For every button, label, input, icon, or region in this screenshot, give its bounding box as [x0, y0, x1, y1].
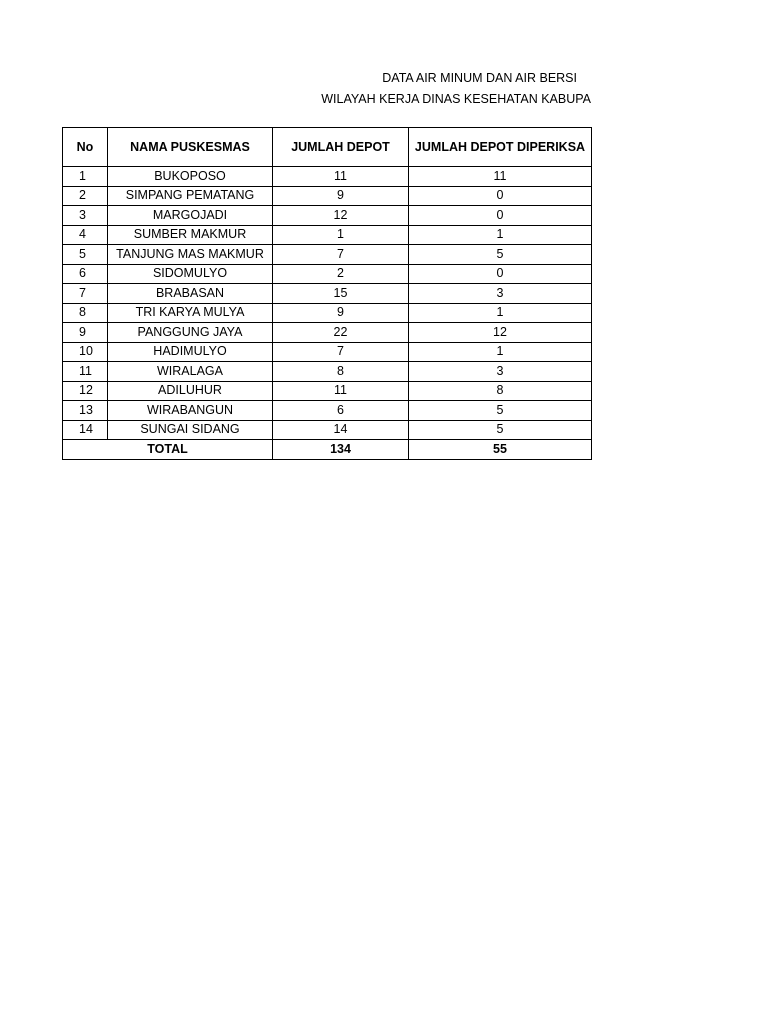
- total-label: TOTAL: [63, 440, 273, 460]
- table-row: [63, 206, 592, 226]
- cell-no: 6: [63, 264, 108, 284]
- cell-no: 4: [63, 225, 108, 245]
- table-header-row: [63, 128, 592, 167]
- cell-jumlah-diperiksa: 0: [409, 206, 592, 226]
- table-row: [63, 264, 592, 284]
- cell-no: 8: [63, 303, 108, 323]
- header-name: NAMA PUSKESMAS: [108, 128, 273, 167]
- cell-jumlah-diperiksa: 11: [409, 167, 592, 187]
- cell-jumlah-diperiksa: 12: [409, 323, 592, 343]
- cell-no: 2: [63, 186, 108, 206]
- cell-puskesmas-name: SUNGAI SIDANG: [108, 420, 273, 440]
- cell-no: 9: [63, 323, 108, 343]
- cell-puskesmas-name: ADILUHUR: [108, 381, 273, 401]
- table-row: [63, 167, 592, 187]
- cell-jumlah-depot: 6: [273, 401, 409, 421]
- cell-jumlah-depot: 7: [273, 245, 409, 265]
- cell-jumlah-diperiksa: 1: [409, 342, 592, 362]
- cell-no: 10: [63, 342, 108, 362]
- cell-jumlah-depot: 11: [273, 381, 409, 401]
- cell-jumlah-diperiksa: 3: [409, 362, 592, 382]
- document-title: [62, 68, 591, 110]
- cell-puskesmas-name: MARGOJADI: [108, 206, 273, 226]
- cell-no: 12: [63, 381, 108, 401]
- cell-jumlah-depot: 15: [273, 284, 409, 304]
- cell-jumlah-diperiksa: 1: [409, 225, 592, 245]
- cell-puskesmas-name: BRABASAN: [108, 284, 273, 304]
- cell-jumlah-diperiksa: 8: [409, 381, 592, 401]
- table-row: [63, 284, 592, 304]
- cell-puskesmas-name: TRI KARYA MULYA: [108, 303, 273, 323]
- cell-no: 11: [63, 362, 108, 382]
- cell-no: 13: [63, 401, 108, 421]
- cell-jumlah-depot: 14: [273, 420, 409, 440]
- cell-jumlah-depot: 7: [273, 342, 409, 362]
- table-row: [63, 245, 592, 265]
- cell-jumlah-diperiksa: 1: [409, 303, 592, 323]
- cell-jumlah-diperiksa: 5: [409, 245, 592, 265]
- cell-jumlah-depot: 9: [273, 303, 409, 323]
- cell-no: 1: [63, 167, 108, 187]
- table-row: [63, 186, 592, 206]
- table-row: [63, 362, 592, 382]
- header-checked: JUMLAH DEPOT DIPERIKSA: [409, 128, 592, 167]
- cell-no: 7: [63, 284, 108, 304]
- cell-puskesmas-name: SIDOMULYO: [108, 264, 273, 284]
- depot-data-table: [62, 127, 592, 460]
- table-row: [63, 303, 592, 323]
- cell-puskesmas-name: BUKOPOSO: [108, 167, 273, 187]
- cell-jumlah-depot: 2: [273, 264, 409, 284]
- cell-puskesmas-name: PANGGUNG JAYA: [108, 323, 273, 343]
- title-line-1: DATA AIR MINUM DAN AIR BERSI: [382, 71, 577, 85]
- total-checked: 55: [409, 440, 592, 460]
- cell-jumlah-diperiksa: 3: [409, 284, 592, 304]
- total-row: [63, 440, 592, 460]
- table-row: [63, 401, 592, 421]
- cell-jumlah-depot: 9: [273, 186, 409, 206]
- cell-puskesmas-name: SIMPANG PEMATANG: [108, 186, 273, 206]
- cell-jumlah-depot: 8: [273, 362, 409, 382]
- cell-jumlah-depot: 12: [273, 206, 409, 226]
- table-row: [63, 420, 592, 440]
- cell-puskesmas-name: WIRALAGA: [108, 362, 273, 382]
- cell-no: 3: [63, 206, 108, 226]
- table-row: [63, 381, 592, 401]
- total-depot: 134: [273, 440, 409, 460]
- cell-jumlah-diperiksa: 0: [409, 264, 592, 284]
- cell-no: 5: [63, 245, 108, 265]
- cell-jumlah-diperiksa: 5: [409, 401, 592, 421]
- cell-puskesmas-name: TANJUNG MAS MAKMUR: [108, 245, 273, 265]
- cell-puskesmas-name: SUMBER MAKMUR: [108, 225, 273, 245]
- table-row: [63, 342, 592, 362]
- cell-jumlah-depot: 1: [273, 225, 409, 245]
- cell-puskesmas-name: WIRABANGUN: [108, 401, 273, 421]
- title-line-2: WILAYAH KERJA DINAS KESEHATAN KABUPA: [321, 92, 591, 106]
- table-body: [63, 167, 592, 440]
- cell-jumlah-diperiksa: 0: [409, 186, 592, 206]
- cell-jumlah-depot: 11: [273, 167, 409, 187]
- cell-puskesmas-name: HADIMULYO: [108, 342, 273, 362]
- table-row: [63, 323, 592, 343]
- header-no: No: [63, 128, 108, 167]
- header-depot: JUMLAH DEPOT: [273, 128, 409, 167]
- cell-jumlah-diperiksa: 5: [409, 420, 592, 440]
- cell-jumlah-depot: 22: [273, 323, 409, 343]
- table-row: [63, 225, 592, 245]
- cell-no: 14: [63, 420, 108, 440]
